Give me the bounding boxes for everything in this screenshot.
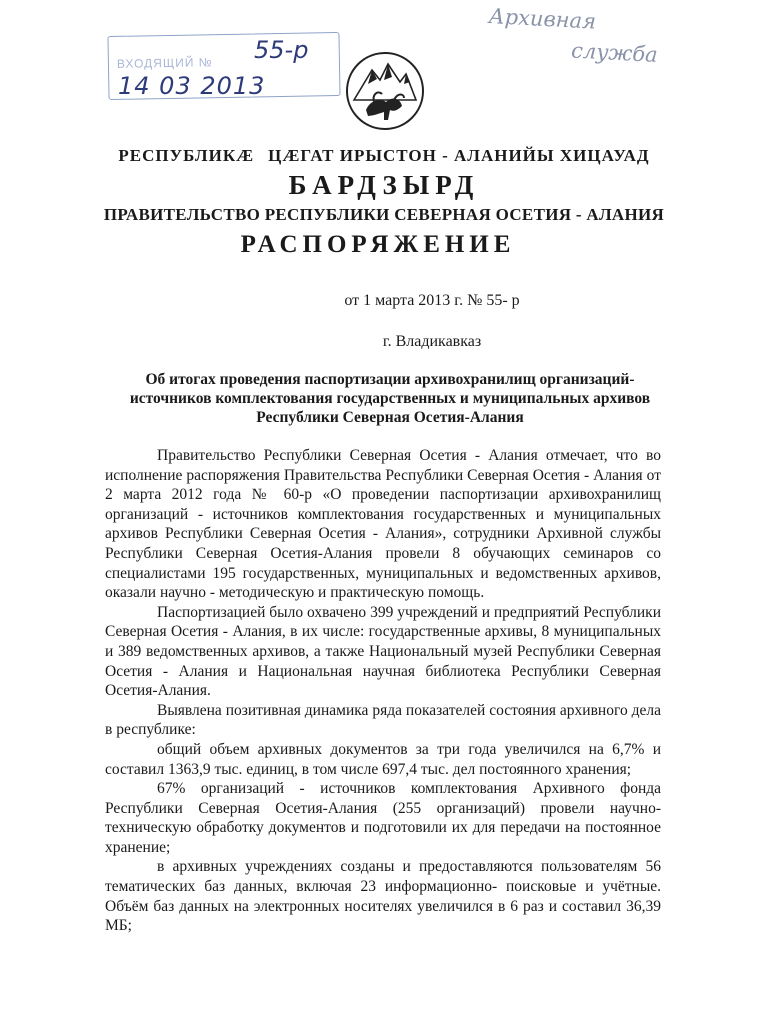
corner-note-line: Архивная	[488, 4, 597, 34]
coat-of-arms-icon	[344, 50, 426, 132]
handwritten-corner-note	[487, 1, 680, 71]
paragraph: в архивных учреждениях созданы и предоставляются пользователям 56 тематических баз данных, включая 23 информационно- поисковые и учётные. Объём баз данных на электронных носителях увеличился в 6 раз и составил 36,39 МБ;	[105, 858, 661, 935]
header-government: ПРАВИТЕЛЬСТВО РЕСПУБЛИКИ СЕВЕРНАЯ ОСЕТИЯ - АЛАНИЯ	[103, 205, 665, 224]
header-ossetian-part: ЦӔГАТ ИРЫСТОН - АЛАНИЙЫ ХИЦАУАД	[268, 146, 650, 165]
document-type-title: РАСПОРЯЖЕНИЕ	[240, 231, 516, 258]
body-text	[105, 446, 661, 936]
handwritten-number: 55-р	[254, 36, 309, 64]
paragraph: 67% организаций - источников комплектования Архивного фонда Республики Северная Осетия-Алания (255 организаций) провели научно-техническую обработку документов и подготовили их для передачи на постоянное хранение;	[105, 780, 661, 856]
stamp-label: ВХОДЯЩИЙ №	[116, 55, 213, 71]
paragraph: Правительство Республики Северная Осетия - Алания отмечает, что во исполнение распоряжения Правительства Республики Северная Осетия - Алания от 2 марта 2012 года № 60-р «О проведении паспортизации архивохранилищ организаций - источников комплектования государственных и муниципальных архивов Республики Северная Осетия - Алания», сотрудники Архивной службы Республики Северная Осетия-Алания провели 8 обучающих семинаров со специалистами 195 государственных, муниципальных и ведомственных архивов, оказали научно - методическую и практическую помощь.	[105, 447, 661, 602]
corner-note-line: служба	[570, 38, 659, 67]
title-line: Республики Северная Осетия-Алания	[256, 409, 524, 426]
paragraph: общий объем архивных документов за три года увеличился на 6,7% и составил 1363,9 тыс. единиц, в том числе 697,4 тыс. дел постоянного хранения;	[105, 740, 661, 778]
order-city: г. Владикавказ	[382, 333, 482, 350]
title-line: Об итогах проведения паспортизации архивохранилищ организаций-	[145, 371, 635, 388]
header-ossetian-part: РЕСПУБЛИКӔ	[118, 146, 255, 165]
title-line: источников комплектования государственных и муниципальных архивов	[129, 390, 651, 407]
order-title	[90, 370, 690, 427]
order-date-number: от 1 марта 2013 г. № 55- р	[344, 292, 520, 309]
header-bardzyrd: БАРДЗЫРД	[288, 170, 480, 200]
paragraph: Паспортизацией было охвачено 399 учреждений и предприятий Республики Северная Осетия - Алания, в их числе: государственные архивы, 8 муниципальных и 389 ведомственных архивов, а также Национальный музей Республики Северная Осетия - Алания и Национальная научная библиотека Республики Северная Осетия-Алания.	[105, 603, 661, 700]
paragraph: Выявлена позитивная динамика ряда показателей состояния архивного дела в республике:	[105, 701, 661, 739]
handwritten-date: 14 03 2013	[118, 72, 266, 100]
header-ossetian	[0, 146, 768, 166]
